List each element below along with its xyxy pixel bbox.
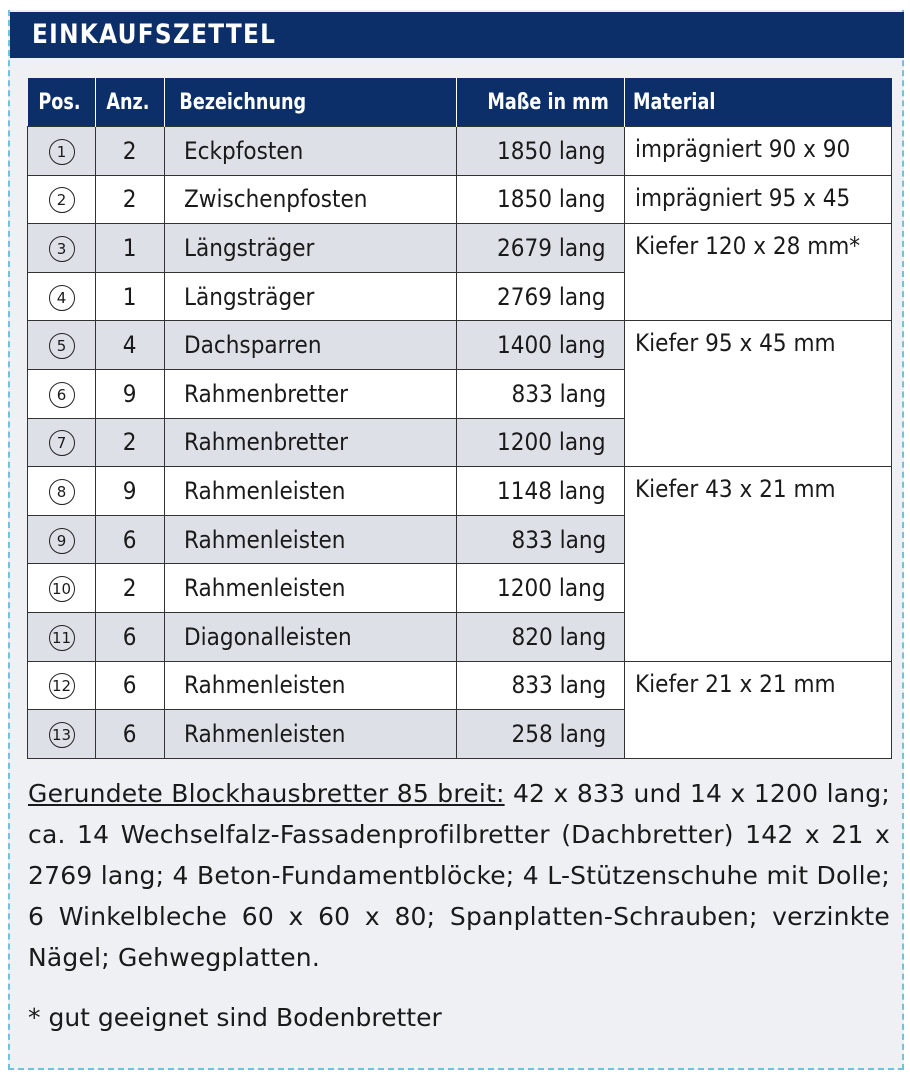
anz-cell: 1 (96, 272, 165, 321)
position-number-badge: 3 (49, 236, 75, 262)
anz-cell: 2 (96, 175, 165, 224)
mas-cell: 1200 lang (457, 564, 625, 613)
material-cell: Kiefer 95 x 45 mm (625, 321, 892, 467)
mas-cell: 1148 lang (457, 467, 625, 516)
header-pos: Pos. (28, 78, 96, 127)
position-number-badge: 12 (49, 673, 75, 699)
table-row (28, 661, 892, 710)
position-number-badge: 6 (49, 382, 75, 408)
pos-cell (28, 564, 96, 613)
anz-cell: 9 (96, 369, 165, 418)
pos-cell (28, 127, 96, 176)
bez-cell: Rahmenbretter (165, 418, 457, 467)
material-cell: Kiefer 21 x 21 mm (625, 661, 892, 758)
materials-note (28, 773, 890, 978)
materials-table (27, 78, 892, 759)
anz-cell: 9 (96, 467, 165, 516)
anz-cell: 2 (96, 564, 165, 613)
note-lead: Gerundete Blockhausbretter 85 breit: (28, 779, 505, 808)
anz-cell: 6 (96, 661, 165, 710)
material-cell: Kiefer 120 x 28 mm* (625, 224, 892, 321)
material-cell: Kiefer 43 x 21 mm (625, 467, 892, 661)
pos-cell (28, 175, 96, 224)
bez-cell: Zwischenpfosten (165, 175, 457, 224)
anz-cell: 1 (96, 224, 165, 273)
mas-cell: 2769 lang (457, 272, 625, 321)
mas-cell: 258 lang (457, 710, 625, 759)
header-bezeichnung: Bezeichnung (165, 78, 457, 127)
table-row (28, 175, 892, 224)
mas-cell: 833 lang (457, 515, 625, 564)
position-number-badge: 2 (49, 187, 75, 213)
header-masse: Maße in mm (457, 78, 625, 127)
table-header-row (28, 78, 892, 127)
footnote: * gut geeignet sind Bodenbretter (28, 1003, 442, 1032)
anz-cell: 6 (96, 515, 165, 564)
table-row (28, 224, 892, 273)
anz-cell: 2 (96, 418, 165, 467)
anz-cell: 4 (96, 321, 165, 370)
mas-cell: 833 lang (457, 661, 625, 710)
anz-cell: 2 (96, 127, 165, 176)
bez-cell: Rahmenleisten (165, 467, 457, 516)
bez-cell: Rahmenleisten (165, 661, 457, 710)
anz-cell: 6 (96, 710, 165, 759)
pos-cell (28, 321, 96, 370)
pos-cell (28, 710, 96, 759)
pos-cell (28, 612, 96, 661)
bez-cell: Eckpfosten (165, 127, 457, 176)
mas-cell: 833 lang (457, 369, 625, 418)
mas-cell: 1400 lang (457, 321, 625, 370)
mas-cell: 1200 lang (457, 418, 625, 467)
mas-cell: 820 lang (457, 612, 625, 661)
position-number-badge: 4 (49, 285, 75, 311)
bez-cell: Rahmenleisten (165, 515, 457, 564)
material-cell: imprägniert 90 x 90 (625, 127, 892, 176)
materials-table-wrap (27, 78, 891, 759)
header-anz: Anz. (96, 78, 165, 127)
position-number-badge: 11 (49, 625, 75, 651)
pos-cell (28, 272, 96, 321)
position-number-badge: 10 (49, 576, 75, 602)
bez-cell: Längsträger (165, 224, 457, 273)
mas-cell: 1850 lang (457, 127, 625, 176)
position-number-badge: 7 (49, 430, 75, 456)
anz-cell: 6 (96, 612, 165, 661)
pos-cell (28, 515, 96, 564)
bez-cell: Längsträger (165, 272, 457, 321)
mas-cell: 1850 lang (457, 175, 625, 224)
material-cell: imprägniert 95 x 45 (625, 175, 892, 224)
position-number-badge: 8 (49, 479, 75, 505)
pos-cell (28, 661, 96, 710)
pos-cell (28, 369, 96, 418)
page-title: EINKAUFSZETTEL (32, 19, 277, 50)
pos-cell (28, 224, 96, 273)
position-number-badge: 13 (49, 722, 75, 748)
table-row (28, 467, 892, 516)
bez-cell: Rahmenbretter (165, 369, 457, 418)
position-number-badge: 5 (49, 333, 75, 359)
position-number-badge: 9 (49, 528, 75, 554)
table-row (28, 127, 892, 176)
bez-cell: Diagonalleisten (165, 612, 457, 661)
bez-cell: Dachsparren (165, 321, 457, 370)
bez-cell: Rahmenleisten (165, 710, 457, 759)
header-material: Material (625, 78, 892, 127)
note-body: 42 x 833 und 14 x 1200 lang; ca. 14 Wechselfalz-Fassadenprofilbretter (Dachbretter) 142 x 21 x 2769 lang; 4 Beton-Fundamentblöcke; 4 L-Stützenschuhe mit Dolle; 6 Winkelbleche 60 x 60 x 80; Spanplatten-Schrauben; verzinkte Nägel; Gehwegplatten. (28, 779, 890, 972)
table-row (28, 321, 892, 370)
position-number-badge: 1 (49, 139, 75, 165)
title-bar (10, 12, 904, 58)
pos-cell (28, 418, 96, 467)
bez-cell: Rahmenleisten (165, 564, 457, 613)
pos-cell (28, 467, 96, 516)
mas-cell: 2679 lang (457, 224, 625, 273)
